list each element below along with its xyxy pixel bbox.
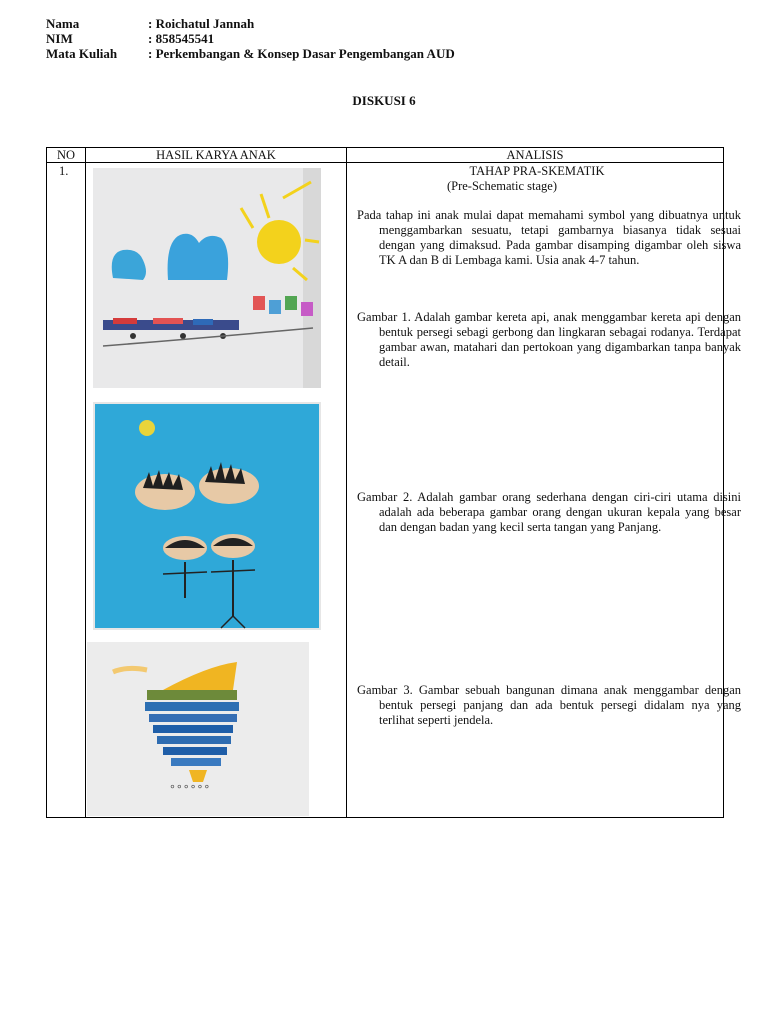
analysis-paragraph-gambar-3: Gambar 3. Gambar sebuah bangunan dimana anak menggambar dengan bentuk persegi panjang dan ada bentuk persegi didalam nya yang terlihat seperti jendela. [357,683,741,727]
child-drawing-train [93,168,321,388]
row-number: 1. [59,164,69,178]
stage-subtitle: (Pre-Schematic stage) [446,179,558,193]
stage-heading [347,164,727,194]
svg-text:∘∘∘∘∘∘: ∘∘∘∘∘∘ [169,780,211,793]
document-title: DISKUSI 6 [352,93,416,108]
nim-row [46,31,455,46]
column-divider [85,148,86,817]
header-hasil-karya: HASIL KARYA ANAK [156,148,276,162]
analysis-paragraph-intro: Pada tahap ini anak mulai dapat memahami symbol yang dibuatnya untuk menggambarkan sesuatu, tetapi gambarnya biasanya tidak sesuai dengan yang dimaksud. Pada gambar disamping digambar oleh siswa TK A dan B di Lembaga kami. Usia anak 4-7 tahun. [357,208,741,267]
student-info [46,16,455,61]
analysis-paragraph-gambar-2: Gambar 2. Adalah gambar orang sederhana dengan ciri-ciri utama disini adalah ada beberapa gambar orang dengan ukuran kepala yang besar dan dengan badan yang kecil serta tangan yang Panjang. [357,490,741,534]
column-divider [346,148,347,817]
discussion-table [46,147,741,818]
child-drawing-building [87,642,309,816]
stage-title: TAHAP PRA-SKEMATIK [469,164,605,178]
nim-label: NIM [46,31,73,46]
nim-value: : 858545541 [148,31,215,46]
name-value: : Roichatul Jannah [148,16,255,31]
course-label: Mata Kuliah [46,46,118,61]
course-row [46,46,455,61]
header-divider [47,162,723,163]
course-value: : Perkembangan & Konsep Dasar Pengembangan AUD [148,46,455,61]
name-label: Nama [46,16,80,31]
child-drawing-people [93,402,321,630]
name-row [46,16,455,31]
header-analisis: ANALISIS [506,148,564,162]
analysis-paragraph-gambar-1: Gambar 1. Adalah gambar kereta api, anak menggambar kereta api dengan bentuk persegi sebagi gerbong dan lingkaran sebagai rodanya. Terdapat gambar awan, matahari dan pertokoan yang digambarkan tanpa banyak detail. [357,310,741,369]
header-no: NO [56,148,76,162]
